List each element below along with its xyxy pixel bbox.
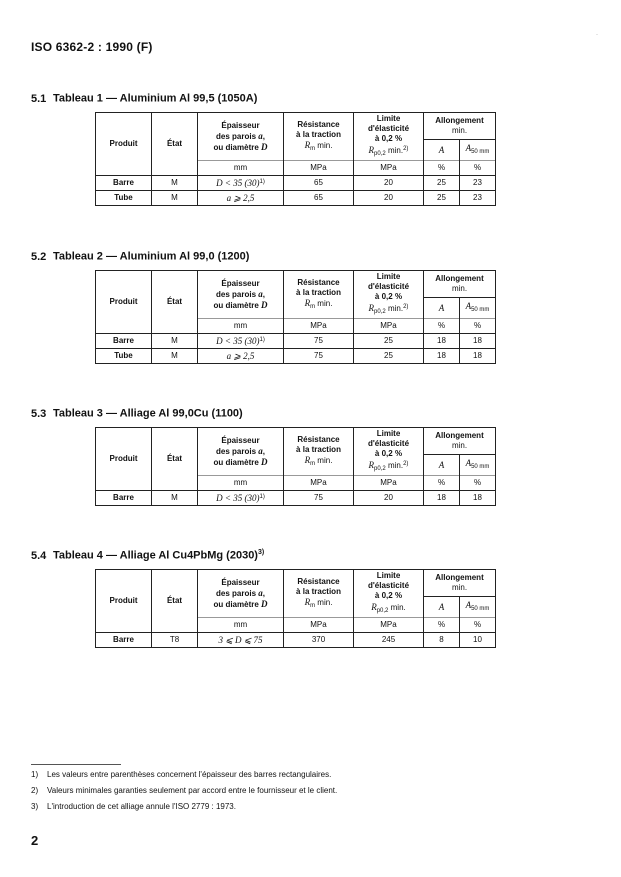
cell-dimension xyxy=(198,191,284,206)
header-line: d'élasticité xyxy=(367,439,410,448)
table-row xyxy=(96,633,496,648)
unit-mm: mm xyxy=(198,161,284,176)
cell-a50: 18 xyxy=(460,334,496,349)
footnote-number: 1) xyxy=(31,770,39,779)
header-a50 xyxy=(460,455,496,476)
cell-dimension xyxy=(198,633,284,648)
header-line: à la traction xyxy=(296,444,341,454)
cell-etat: T8 xyxy=(152,633,198,648)
unit-pct: % xyxy=(424,618,460,633)
header-line: Épaisseur xyxy=(221,435,260,445)
symbol-d: D xyxy=(261,299,268,310)
symbol-min: min. xyxy=(317,597,333,607)
cell-etat: M xyxy=(152,191,198,206)
cell-a: 25 xyxy=(424,191,460,206)
header-line: à 0,2 % xyxy=(374,134,403,143)
cell-rm: 65 xyxy=(284,191,354,206)
header-produit: Produit xyxy=(96,113,152,176)
header-limite xyxy=(354,428,424,476)
symbol-a-elong: A xyxy=(438,601,445,612)
header-resistance xyxy=(284,271,354,319)
table-title: Tableau 4 — Alliage Al Cu4PbMg (2030) xyxy=(53,549,258,562)
section-number: 5.3 xyxy=(31,407,47,420)
unit-mpa: MPa xyxy=(284,161,354,176)
unit-mpa: MPa xyxy=(284,618,354,633)
footnote-2 xyxy=(31,786,337,795)
footnote-text: Les valeurs entre parenthèses concernent l'épaisseur des barres rectangulaires. xyxy=(47,770,332,779)
symbol-a-elong: A xyxy=(438,144,445,155)
footnote-number: 3) xyxy=(31,802,39,811)
cell-produit: Tube xyxy=(96,349,152,364)
header-line: Limite xyxy=(376,114,401,123)
header-line: ou diamètre xyxy=(213,599,259,609)
cell-etat: M xyxy=(152,491,198,506)
symbol-subscript: 50 mm xyxy=(471,307,490,313)
data-table xyxy=(95,569,496,648)
cell-a50: 23 xyxy=(460,176,496,191)
dimension-value: 3 ⩽ D ⩽ 75 xyxy=(218,635,263,645)
footnote-text: Valeurs minimales garanties seulement par accord entre le fournisseur et le client. xyxy=(47,786,338,795)
footnote-number: 2) xyxy=(31,786,39,795)
unit-mpa: MPa xyxy=(354,476,424,491)
cell-rp: 25 xyxy=(354,334,424,349)
unit-mm: mm xyxy=(198,618,284,633)
footnote-rule xyxy=(31,764,121,765)
table-title: Tableau 3 — Alliage Al 99,0Cu (1100) xyxy=(53,407,243,420)
header-a xyxy=(424,455,460,476)
header-line: à la traction xyxy=(296,586,341,596)
cell-a50: 10 xyxy=(460,633,496,648)
header-line: à la traction xyxy=(296,129,341,139)
cell-dimension xyxy=(198,176,284,191)
symbol-a-elong: A xyxy=(465,600,472,610)
symbol-min: min. xyxy=(317,140,333,150)
symbol-a-elong: A xyxy=(438,302,445,313)
cell-a: 18 xyxy=(424,491,460,506)
cell-etat: M xyxy=(152,349,198,364)
header-allongement xyxy=(424,570,496,597)
dimension-value: D < 35 (30) xyxy=(216,336,260,346)
symbol-a-elong: A xyxy=(465,458,472,468)
unit-pct: % xyxy=(460,618,496,633)
symbol-subscript: m xyxy=(310,602,316,609)
dimension-value: a ⩾ 2,5 xyxy=(226,351,255,361)
dimension-value: a ⩾ 2,5 xyxy=(226,193,255,203)
header-a xyxy=(424,140,460,161)
cell-dimension xyxy=(198,491,284,506)
symbol-r: R xyxy=(304,454,311,465)
section-title xyxy=(31,92,257,105)
symbol-min: min. xyxy=(317,455,333,465)
cell-a50: 18 xyxy=(460,349,496,364)
header-produit: Produit xyxy=(96,428,152,491)
cell-rp: 245 xyxy=(354,633,424,648)
header-line: d'élasticité xyxy=(367,581,410,590)
symbol-r: R xyxy=(368,145,375,155)
header-line: des parois xyxy=(216,446,257,456)
symbol-subscript: m xyxy=(310,303,316,310)
header-limite xyxy=(354,570,424,618)
header-allongement xyxy=(424,113,496,140)
symbol-min: min. xyxy=(390,603,406,612)
symbol-subscript: m xyxy=(310,460,316,467)
margin-mark: · xyxy=(596,32,598,38)
header-line: à la traction xyxy=(296,287,341,297)
cell-a: 18 xyxy=(424,349,460,364)
symbol-subscript: m xyxy=(310,145,316,152)
unit-pct: % xyxy=(460,161,496,176)
unit-pct: % xyxy=(424,319,460,334)
symbol-r: R xyxy=(368,303,375,313)
cell-produit: Barre xyxy=(96,491,152,506)
header-limite xyxy=(354,113,424,161)
page-number: 2 xyxy=(31,833,39,848)
unit-pct: % xyxy=(460,476,496,491)
symbol-subscript: p0,2 xyxy=(374,151,386,157)
section-number: 5.4 xyxy=(31,549,47,562)
symbol-a-elong: A xyxy=(465,143,472,153)
symbol-r: R xyxy=(304,596,311,607)
symbol-subscript: 50 mm xyxy=(471,606,490,612)
header-line: des parois xyxy=(216,289,257,299)
unit-mm: mm xyxy=(198,476,284,491)
symbol-min: min. xyxy=(387,304,404,313)
header-allongement xyxy=(424,271,496,298)
symbol-a-elong: A xyxy=(438,459,445,470)
header-line: min. xyxy=(451,441,468,450)
header-line: Résistance xyxy=(297,576,340,586)
table-row xyxy=(96,176,496,191)
cell-etat: M xyxy=(152,334,198,349)
footnote-reference: 2) xyxy=(403,461,409,467)
header-line: Limite xyxy=(376,571,401,580)
cell-a: 18 xyxy=(424,334,460,349)
header-line: min. xyxy=(451,284,468,293)
section-number: 5.1 xyxy=(31,92,47,105)
header-a50 xyxy=(460,597,496,618)
unit-mpa: MPa xyxy=(284,476,354,491)
header-etat: État xyxy=(152,113,198,176)
header-line: ou diamètre xyxy=(213,457,259,467)
cell-produit: Tube xyxy=(96,191,152,206)
header-line: Allongement xyxy=(435,116,484,125)
symbol-a: a xyxy=(258,130,263,141)
footnote-1 xyxy=(31,770,331,779)
symbol-subscript: 50 mm xyxy=(471,149,490,155)
cell-rp: 20 xyxy=(354,191,424,206)
header-line: min. xyxy=(451,126,468,135)
symbol-r: R xyxy=(304,297,311,308)
cell-produit: Barre xyxy=(96,176,152,191)
symbol-a: a xyxy=(258,587,263,598)
header-a xyxy=(424,597,460,618)
cell-produit: Barre xyxy=(96,334,152,349)
cell-rm: 75 xyxy=(284,491,354,506)
data-table xyxy=(95,270,496,364)
section-title xyxy=(31,250,249,263)
header-resistance xyxy=(284,113,354,161)
header-line: Limite xyxy=(376,272,401,281)
header-limite xyxy=(354,271,424,319)
header-a50 xyxy=(460,298,496,319)
header-resistance xyxy=(284,570,354,618)
table-title: Tableau 1 — Aluminium Al 99,5 (1050A) xyxy=(53,92,258,105)
cell-a50: 18 xyxy=(460,491,496,506)
header-line: à 0,2 % xyxy=(374,449,403,458)
table-row xyxy=(96,334,496,349)
header-epaisseur: Épaisseur des parois a, ou diamètre D xyxy=(198,113,284,161)
symbol-d: D xyxy=(261,456,268,467)
cell-rp: 25 xyxy=(354,349,424,364)
header-epaisseur: Épaisseur des parois a, ou diamètre D xyxy=(198,271,284,319)
header-line: Épaisseur xyxy=(221,278,260,288)
header-allongement xyxy=(424,428,496,455)
data-table xyxy=(95,427,496,506)
header-line: ou diamètre xyxy=(213,300,259,310)
cell-a50: 23 xyxy=(460,191,496,206)
footnote-text: L'introduction de cet alliage annule l'ISO 2779 : 1973. xyxy=(47,802,236,811)
section-number: 5.2 xyxy=(31,250,47,263)
cell-etat: M xyxy=(152,176,198,191)
dimension-value: D < 35 (30) xyxy=(216,493,260,503)
cell-rm: 65 xyxy=(284,176,354,191)
header-line: Résistance xyxy=(297,119,340,129)
cell-a: 8 xyxy=(424,633,460,648)
table-title: Tableau 2 — Aluminium Al 99,0 (1200) xyxy=(53,250,250,263)
header-line: ou diamètre xyxy=(213,142,259,152)
cell-rm: 75 xyxy=(284,334,354,349)
symbol-r: R xyxy=(304,139,311,150)
cell-dimension xyxy=(198,349,284,364)
unit-pct: % xyxy=(424,476,460,491)
header-line: à 0,2 % xyxy=(374,292,403,301)
header-produit: Produit xyxy=(96,271,152,334)
table-row xyxy=(96,191,496,206)
cell-rp: 20 xyxy=(354,176,424,191)
symbol-subscript: 50 mm xyxy=(471,464,490,470)
table-row xyxy=(96,349,496,364)
unit-mpa: MPa xyxy=(354,161,424,176)
symbol-r: R xyxy=(371,602,377,612)
header-resistance xyxy=(284,428,354,476)
section-title xyxy=(31,407,243,420)
header-a xyxy=(424,298,460,319)
header-line: Allongement xyxy=(435,274,484,283)
symbol-min: min. xyxy=(317,298,333,308)
unit-mpa: MPa xyxy=(284,319,354,334)
unit-mm: mm xyxy=(198,319,284,334)
footnote-reference: 1) xyxy=(259,179,265,185)
footnote-reference: 2) xyxy=(403,304,409,310)
footnote-reference: 3) xyxy=(257,549,265,556)
document-header: ISO 6362-2 : 1990 (F) xyxy=(31,40,153,54)
data-table xyxy=(95,112,496,206)
unit-mpa: MPa xyxy=(354,618,424,633)
symbol-a-elong: A xyxy=(465,301,472,311)
header-line: Résistance xyxy=(297,434,340,444)
header-line: Allongement xyxy=(435,573,484,582)
footnote-3 xyxy=(31,802,236,811)
header-line: Limite xyxy=(376,429,401,438)
symbol-subscript: p0,2 xyxy=(376,608,389,614)
symbol-d: D xyxy=(261,598,268,609)
symbol-r: R xyxy=(368,460,375,470)
header-epaisseur: Épaisseur des parois a, ou diamètre D xyxy=(198,570,284,618)
header-line: Allongement xyxy=(435,431,484,440)
header-etat: État xyxy=(152,271,198,334)
symbol-subscript: p0,2 xyxy=(374,466,386,472)
header-line: d'élasticité xyxy=(367,282,410,291)
symbol-min: min. xyxy=(387,146,404,155)
header-etat: État xyxy=(152,570,198,633)
footnote-reference: 2) xyxy=(403,146,409,152)
footnote-reference: 1) xyxy=(259,337,265,343)
cell-a: 25 xyxy=(424,176,460,191)
unit-pct: % xyxy=(460,319,496,334)
unit-mpa: MPa xyxy=(354,319,424,334)
header-line: Épaisseur xyxy=(221,120,260,130)
table-row xyxy=(96,491,496,506)
header-line: des parois xyxy=(216,588,257,598)
cell-rp: 20 xyxy=(354,491,424,506)
cell-rm: 370 xyxy=(284,633,354,648)
header-line: des parois xyxy=(216,131,257,141)
symbol-min: min. xyxy=(387,461,404,470)
symbol-subscript: p0,2 xyxy=(374,309,386,315)
cell-rm: 75 xyxy=(284,349,354,364)
cell-produit: Barre xyxy=(96,633,152,648)
section-title xyxy=(31,549,264,562)
header-line: d'élasticité xyxy=(367,124,410,133)
header-line: à 0,2 % xyxy=(374,591,403,600)
header-a50 xyxy=(460,140,496,161)
header-line: Épaisseur xyxy=(221,577,260,587)
header-line: min. xyxy=(451,583,468,592)
cell-dimension xyxy=(198,334,284,349)
symbol-a: a xyxy=(258,288,263,299)
header-epaisseur: Épaisseur des parois a, ou diamètre D xyxy=(198,428,284,476)
header-produit: Produit xyxy=(96,570,152,633)
unit-pct: % xyxy=(424,161,460,176)
header-etat: État xyxy=(152,428,198,491)
symbol-a: a xyxy=(258,445,263,456)
dimension-value: D < 35 (30) xyxy=(216,178,260,188)
footnote-reference: 1) xyxy=(259,494,265,500)
symbol-d: D xyxy=(261,141,268,152)
header-line: Résistance xyxy=(297,277,340,287)
